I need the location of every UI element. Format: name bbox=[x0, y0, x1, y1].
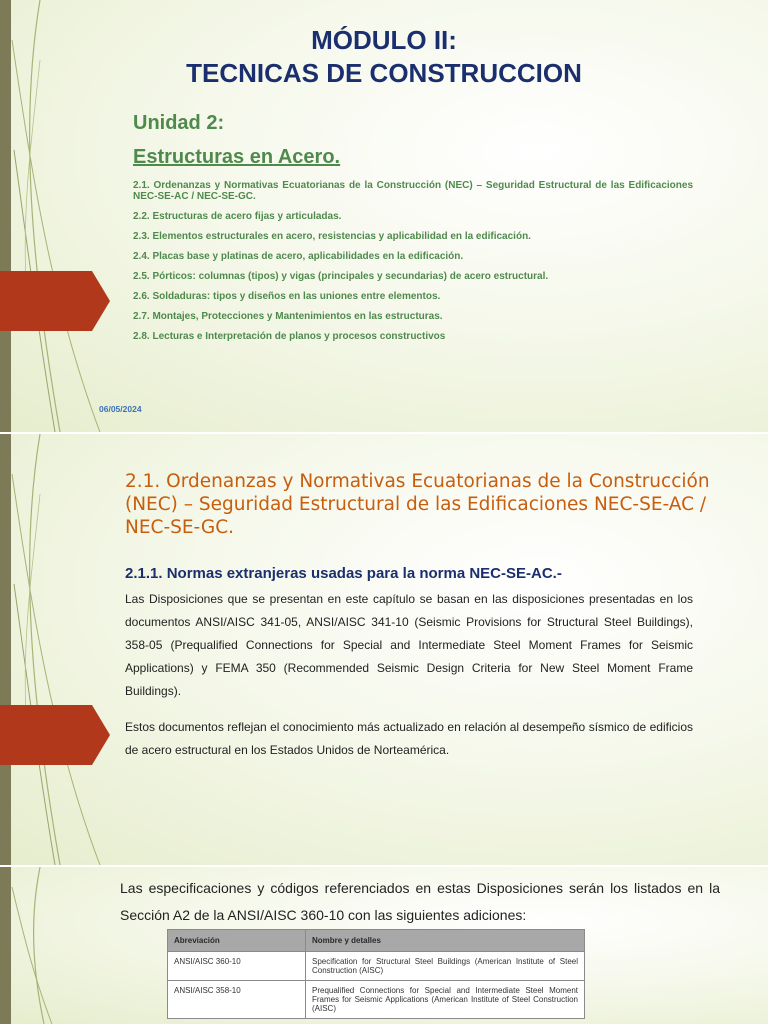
red-arrow-tab bbox=[0, 271, 110, 331]
table-cell-abbreviation: ANSI/AISC 360-10 bbox=[168, 952, 306, 981]
module-title-line-2: TECNICAS DE CONSTRUCCION bbox=[186, 58, 582, 88]
section-title: 2.1. Ordenanzas y Normativas Ecuatorianas de la Construcción (NEC) – Seguridad Estructural de las Edificaciones NEC-SE-AC / NEC-SE-GC. bbox=[125, 471, 710, 538]
toc-item: 2.5. Pórticos: columnas (tipos) y vigas (principales y secundarias) de acero estructural. bbox=[133, 271, 549, 282]
toc-item: 2.3. Elementos estructurales en acero, resistencias y aplicabilidad en la edificación. bbox=[133, 231, 531, 242]
slide-3 bbox=[0, 867, 768, 1024]
slide-date: 06/05/2024 bbox=[99, 404, 142, 414]
toc-item: 2.6. Soldaduras: tipos y diseños en las uniones entre elementos. bbox=[133, 291, 441, 302]
slide-2 bbox=[0, 434, 768, 865]
column-header-abbreviation: Abreviación bbox=[168, 930, 306, 952]
table-cell-abbreviation: ANSI/AISC 358-10 bbox=[168, 981, 306, 1019]
decorative-curves bbox=[0, 434, 120, 865]
toc-item: 2.1. Ordenanzas y Normativas Ecuatorianas de la Construcción (NEC) – Seguridad Estructural de las Edificaciones NEC-SE-AC / NEC-SE-GC. bbox=[133, 180, 693, 202]
body-paragraph-2: Estos documentos reflejan el conocimiento más actualizado en relación al desempeño sísmico de edificios de acero estructural en los Estados Unidos de Norteamérica. bbox=[125, 720, 693, 757]
module-title-line-1: MÓDULO II: bbox=[311, 25, 457, 55]
column-header-name-details: Nombre y detalles bbox=[306, 930, 585, 952]
table-cell-details: Specification for Structural Steel Buildings (American Institute of Steel Construction (AISC) bbox=[306, 952, 585, 981]
toc-item: 2.7. Montajes, Protecciones y Mantenimientos en las estructuras. bbox=[133, 311, 443, 322]
abbreviations-table bbox=[167, 929, 585, 1019]
subsection-heading: 2.1.1. Normas extranjeras usadas para la norma NEC-SE-AC.- bbox=[125, 565, 562, 582]
unit-subtitle: Estructuras en Acero. bbox=[133, 146, 341, 168]
slide-1 bbox=[0, 0, 768, 432]
toc-item: 2.2. Estructuras de acero fijas y articuladas. bbox=[133, 211, 342, 222]
red-arrow-tab bbox=[0, 705, 110, 765]
toc-item: 2.8. Lecturas e Interpretación de planos y procesos constructivos bbox=[133, 331, 446, 342]
table-header-row bbox=[168, 930, 585, 952]
decorative-curves bbox=[0, 867, 120, 1024]
references-paragraph: Las especificaciones y códigos referenciados en estas Disposiciones serán los listados en la Sección A2 de la ANSI/AISC 360-10 con las siguientes adiciones: bbox=[120, 880, 720, 923]
module-title bbox=[0, 24, 768, 90]
body-paragraph-1: Las Disposiciones que se presentan en este capítulo se basan en las disposiciones presentadas en los documentos ANSI/AISC 341-05, ANSI/AISC 341-10 (Seismic Provisions for Structural Steel Buildings), 358-05 (Prequalified Connections for Special and Intermediate Steel Moment Frames for Seismic Applications) y FEMA 350 (Recommended Seismic Design Criteria for New Steel Moment Frame Buildings). bbox=[125, 592, 693, 698]
table-of-contents bbox=[133, 180, 693, 351]
table-cell-details: Prequalified Connections for Special and Intermediate Steel Moment Frames for Seismic Applications (American Institute of Steel Construction (AISC) bbox=[306, 981, 585, 1019]
unit-heading: Unidad 2: bbox=[133, 112, 225, 134]
table-row bbox=[168, 981, 585, 1019]
toc-item: 2.4. Placas base y platinas de acero, aplicabilidades en la edificación. bbox=[133, 251, 464, 262]
table-row bbox=[168, 952, 585, 981]
